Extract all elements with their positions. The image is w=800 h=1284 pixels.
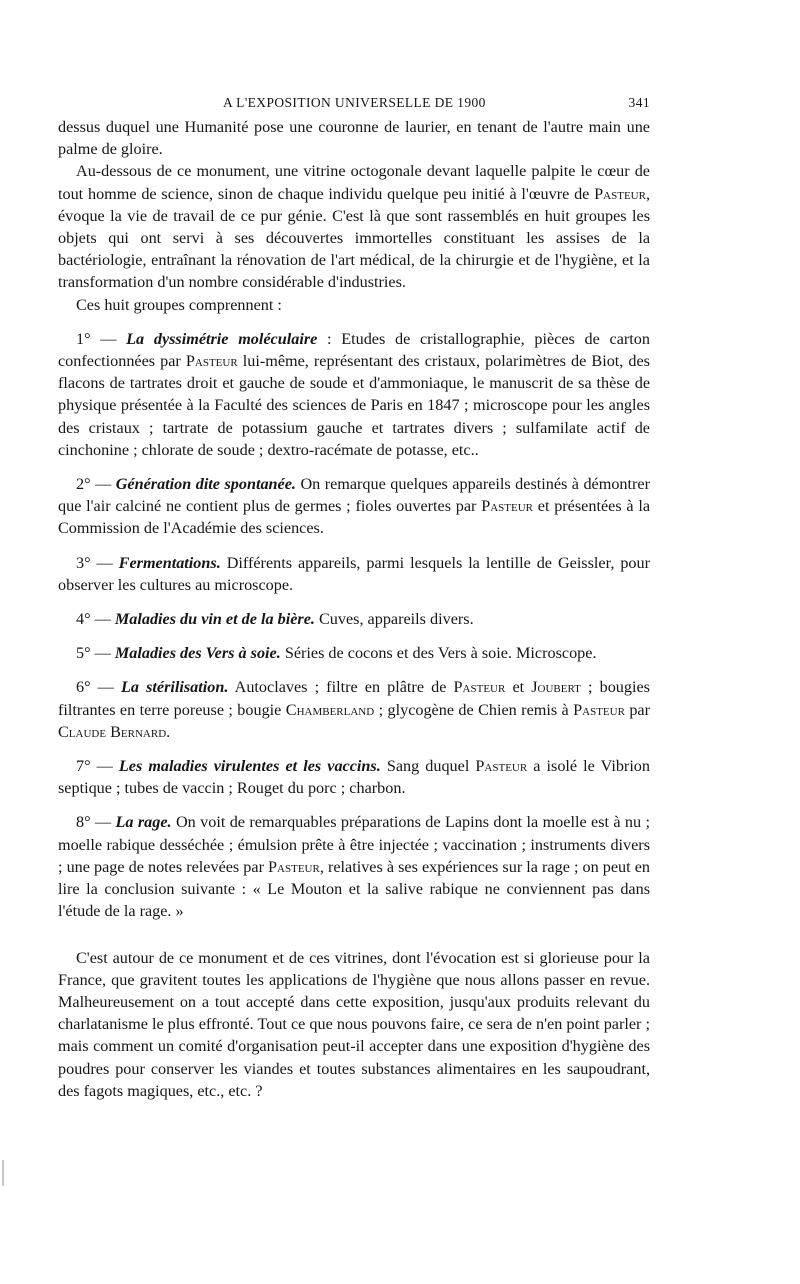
- text-run: et: [505, 678, 532, 697]
- text-run: On voit de remarquables préparations de Lapins dont la moelle est à nu ; moelle rabique desséchée ; émulsion prête à être injectée ; vaccination ; instruments divers ; une page de notes relevées par: [58, 813, 650, 876]
- person-name: Pasteur: [475, 757, 528, 776]
- text-run: a isolé le Vibrion septique ; tubes de vaccin ; Rouget du porc ; charbon.: [58, 757, 650, 798]
- group-title: La dyssimétrie moléculaire: [126, 329, 318, 348]
- group-item-5: [58, 642, 650, 664]
- group-number: 1° —: [76, 329, 127, 348]
- person-name: Pasteur: [268, 857, 320, 876]
- person-name: Pasteur: [573, 700, 625, 719]
- group-title: La stérilisation.: [121, 678, 229, 697]
- text-run: On remarque quelques appareils destinés à démontrer que l'air calciné ne contient plus de germes ; fioles ouvertes par: [58, 475, 650, 516]
- text-run: et présentées à la Commission de l'Académie des sciences.: [58, 497, 650, 538]
- running-head: [58, 92, 650, 116]
- text-run: par: [624, 700, 651, 719]
- text-run: , évoque la vie de travail de ce pur génie. C'est là que sont rassemblés en huit groupes les objets qui ont servi à ses découvertes immortelles constituant les assises de la bactériologie, entraînant la rénovation de l'art médical, de la chirurgie et de l'hygiène, et la transformation d'un nombre considérable d'industries.: [58, 184, 650, 292]
- closing-paragraph: C'est autour de ce monument et de ces vitrines, dont l'évocation est si glorieuse pour la France, que gravitent toutes les applications de l'hygiène que nous allons passer en revue. Malheureusement on a tout accepté dans cette exposition, jusqu'aux produits relevant du charlatanisme le plus effronté. Tout ce que nous pouvons faire, ce sera de n'en point parler ; mais comment un comité d'organisation peut-il accepter dans une exposition d'hygiène des poudres pour conserver les viandes et toutes substances alimentaires en les saupoudrant, des fagots magiques, etc., etc. ?: [58, 948, 650, 1100]
- person-name: Claude Bernard: [58, 722, 167, 741]
- group-item-7: [58, 755, 650, 799]
- text-run: Séries de cocons et des Vers à soie. Microscope.: [280, 644, 597, 663]
- person-name: Pasteur: [185, 352, 238, 371]
- group-item-2: [58, 473, 650, 540]
- group-title: Génération dite spontanée.: [115, 475, 296, 494]
- group-title: Maladies du vin et de la bière.: [114, 610, 315, 629]
- person-name: Chamberland: [285, 700, 375, 719]
- group-number: 4° —: [76, 610, 115, 629]
- group-number: 7° —: [76, 757, 119, 776]
- page-number: 341: [628, 95, 650, 110]
- group-number: 5° —: [76, 644, 115, 663]
- group-item-6: [58, 676, 650, 743]
- group-title: Fermentations.: [118, 553, 221, 572]
- intro-paragraph-2: [58, 160, 650, 293]
- group-item-1: [58, 328, 650, 461]
- group-title: Les maladies virulentes et les vaccins.: [118, 757, 381, 776]
- group-number: 8° —: [76, 813, 116, 832]
- text-run: lui-même, représentant des cristaux, polarimètres de Biot, des flacons de tartrates droit et gauche de soude et d'ammoniaque, le manuscrit de sa thèse de physique présentée à la Faculté des sciences de Paris en 1847 ; microscope pour les angles des cristaux ; tartrate de potassium gauche et tartrates divers ; sulfamilate actif de cinchonine ; chlorate de soude ; dextro-racémate de potasse, etc..: [58, 352, 650, 459]
- text-run: Cuves, appareils divers.: [314, 610, 474, 629]
- scan-edge-mark: [2, 1160, 4, 1186]
- running-title: A L'EXPOSITION UNIVERSELLE DE 1900: [223, 95, 486, 110]
- person-name: Pasteur: [453, 678, 506, 697]
- group-number: 2° —: [76, 475, 116, 494]
- group-title: Maladies des Vers à soie.: [114, 644, 281, 663]
- text-run: ; bougies filtrantes en terre poreuse ; bougie: [58, 678, 650, 719]
- text-run: : Etudes de cristallographie, pièces de carton confectionnées par: [58, 329, 650, 371]
- group-title: La rage.: [115, 813, 172, 832]
- group-item-8: [58, 811, 650, 922]
- text-run: Au-dessous de ce monument, une vitrine octogonale devant laquelle palpite le cœur de tout homme de science, sinon de chaque individu quelque peu initié à l'œuvre de: [58, 162, 650, 203]
- text-run: Sang duquel: [380, 757, 476, 776]
- person-name: Pasteur: [594, 184, 646, 203]
- text-run: Différents appareils, parmi lesquels la lentille de Geissler, pour observer les cultures au microscope.: [58, 553, 650, 594]
- text-run: Autoclaves ; filtre en plâtre de: [228, 678, 454, 697]
- group-number: 3° —: [76, 553, 119, 572]
- text-run: .: [166, 722, 171, 741]
- intro-paragraph-1: dessus duquel une Humanité pose une couronne de laurier, en tenant de l'autre main une palme de gloire.: [58, 118, 650, 159]
- text-run: , relatives à ses expériences sur la rage ; on peut en lire la conclusion suivante : « Le Mouton et la salive rabique ne conviennent pas dans l'étude de la rage. »: [58, 857, 650, 921]
- person-name: Pasteur: [481, 497, 533, 516]
- group-item-4: [58, 608, 650, 630]
- intro-paragraph-3: Ces huit groupes comprennent :: [76, 295, 282, 314]
- group-item-3: [58, 552, 650, 596]
- group-number: 6° —: [76, 678, 121, 697]
- person-name: Joubert: [531, 678, 581, 697]
- text-run: ; glycogène de Chien remis à: [374, 700, 574, 719]
